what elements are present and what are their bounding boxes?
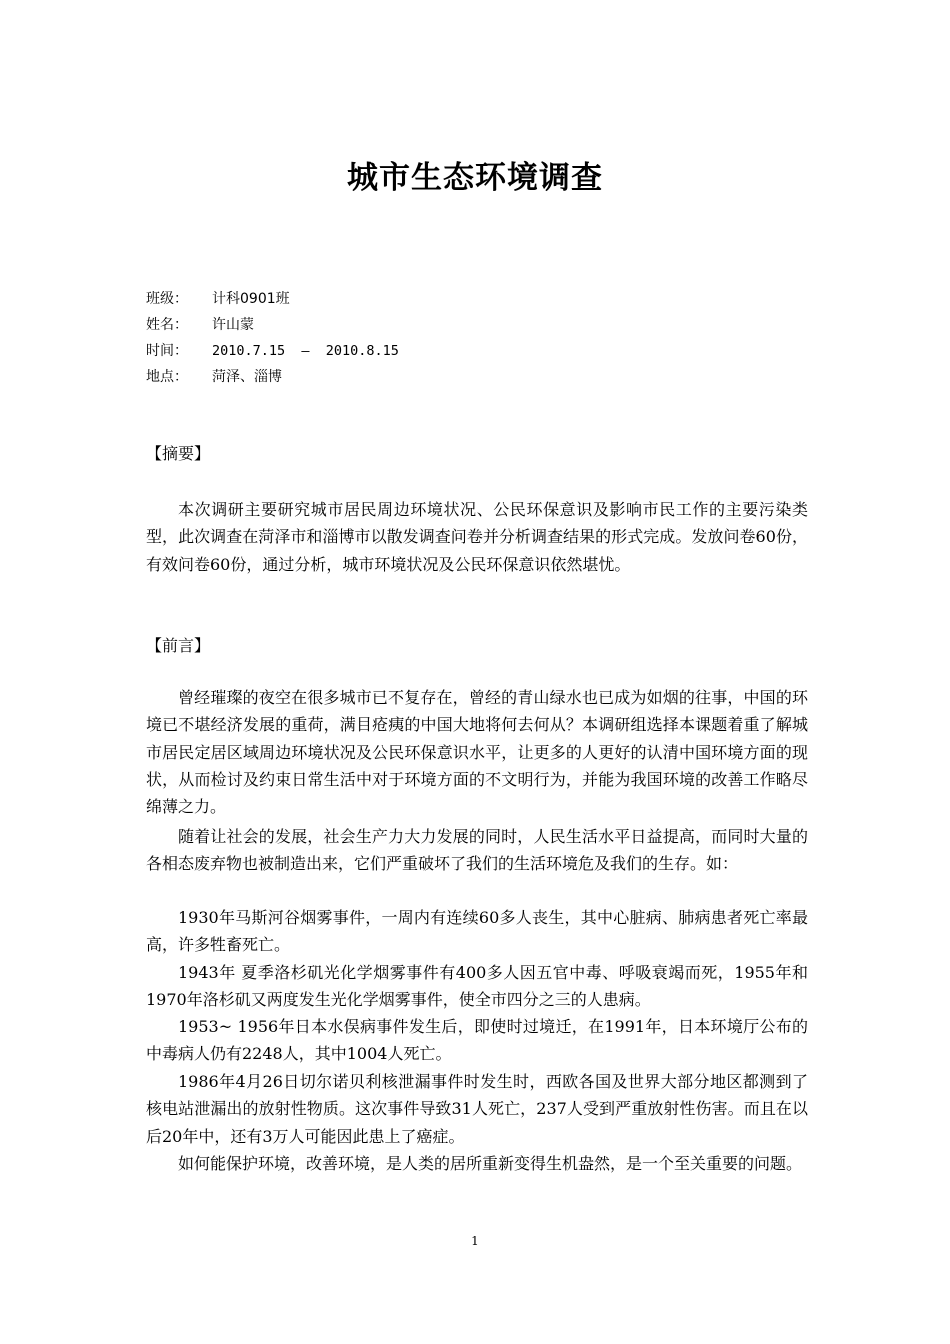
preface-paragraph: 1953~ 1956年日本水俣病事件发生后，即使时过境迁，在1991年，日本环境厅公布的中毒病人仍有2248人，其中1004人死亡。: [146, 1017, 808, 1064]
meta-row-time: [146, 338, 806, 364]
preface-heading: 【前言】: [146, 636, 211, 655]
preface-paragraph: 曾经璀璨的夜空在很多城市已不复存在，曾经的青山绿水也已成为如烟的往事，中国的环境已不堪经济发展的重荷，满目疮痍的中国大地将何去何从？本调研组选择本课题着重了解城市居民定居区域周边环境状况及公民环保意识水平，让更多的人更好的认清中国环境方面的现状，从而检讨及约束日常生活中对于环境方面的不文明行为，并能为我国环境的改善工作略尽绵薄之力。: [146, 688, 808, 817]
abstract-heading: 【摘要】: [146, 444, 211, 463]
meta-value-name: 许山蒙: [212, 317, 254, 333]
meta-value-location: 菏泽、淄博: [212, 369, 282, 385]
document-title: 城市生态环境调查: [347, 160, 603, 196]
meta-label-time: 时间：: [146, 343, 188, 359]
preface-paragraph: 如何能保护环境，改善环境，是人类的居所重新变得生机盎然，是一个至关重要的问题。: [178, 1154, 803, 1173]
meta-label-name: 姓名：: [146, 317, 188, 333]
meta-row-location: [146, 364, 806, 390]
preface-paragraph: 1986年4月26日切尔诺贝利核泄漏事件时发生时，西欧各国及世界大部分地区都测到了核电站泄漏出的放射性物质。这次事件导致31人死亡，237人受到严重放射性伤害。而且在以后20年中，还有3万人可能因此患上了癌症。: [146, 1072, 808, 1146]
meta-label-class: 班级：: [146, 291, 188, 307]
meta-label-location: 地点：: [146, 369, 188, 385]
preface-paragraph: 1943年 夏季洛杉矶光化学烟雾事件有400多人因五官中毒、呼吸衰竭而死，1955年和1970年洛杉矶又两度发生光化学烟雾事件，使全市四分之三的人患病。: [146, 963, 808, 1010]
meta-value-time: 2010.7.15 – 2010.8.15: [212, 343, 399, 359]
abstract-paragraph: 本次调研主要研究城市居民周边环境状况、公民环保意识及影响市民工作的主要污染类型，此次调查在菏泽市和淄博市以散发调查问卷并分析调查结果的形式完成。发放问卷60份，有效问卷60份，通过分析，城市环境状况及公民环保意识依然堪忧。: [146, 500, 808, 574]
meta-value-class: 计科0901班: [212, 291, 290, 307]
preface-paragraph: 1930年马斯河谷烟雾事件，一周内有连续60多人丧生，其中心脏病、肺病患者死亡率最高，许多牲畜死亡。: [146, 908, 808, 955]
preface-paragraph: 随着让社会的发展，社会生产力大力发展的同时，人民生活水平日益提高，而同时大量的各相态废弃物也被制造出来，它们严重破坏了我们的生活环境危及我们的生存。如：: [146, 827, 808, 874]
meta-row-name: [146, 312, 806, 338]
meta-row-class: [146, 286, 806, 312]
meta-info-block: [146, 286, 806, 390]
page-number: 1: [471, 1234, 479, 1248]
